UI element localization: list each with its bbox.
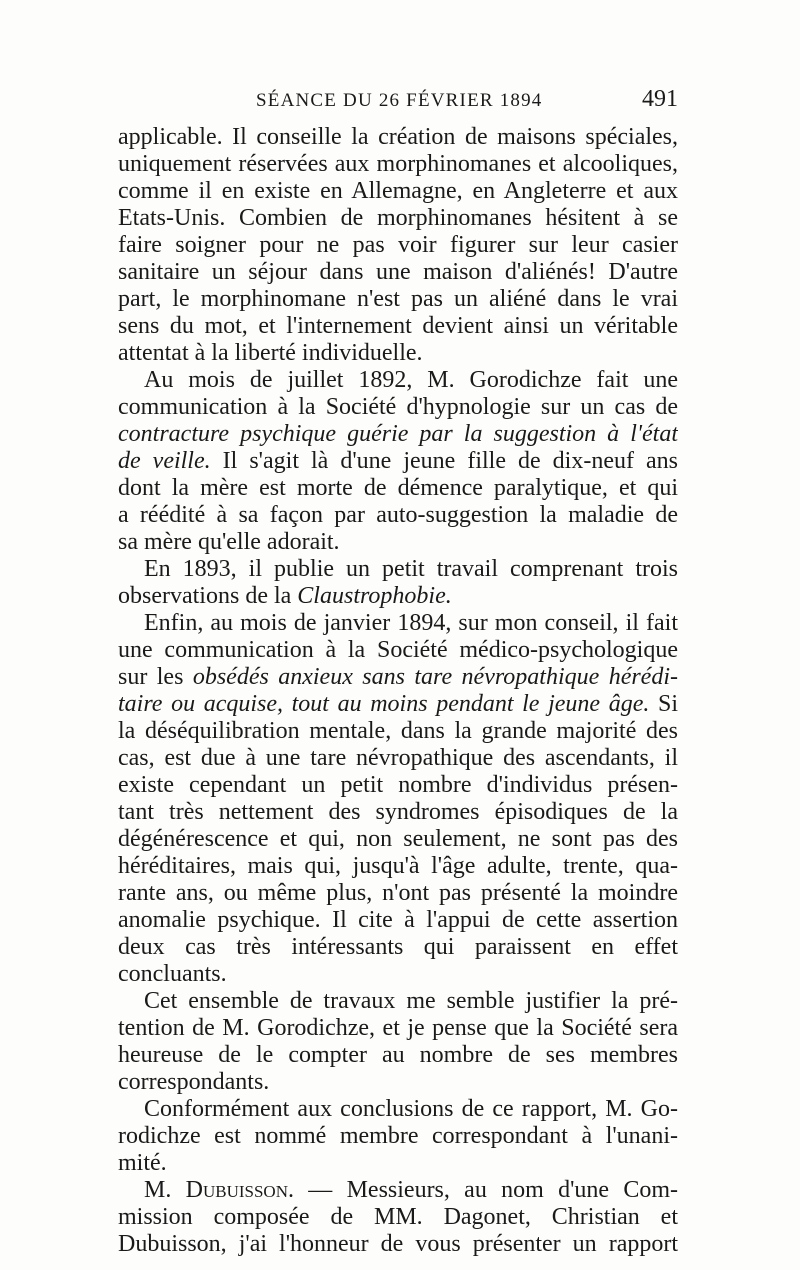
text-line: faire soigner pour ne pas voir figurer sur leur casier xyxy=(118,232,678,258)
italic-phrase: Claustrophobie. xyxy=(297,583,452,609)
text-line: sa mère qu'elle adorait. xyxy=(118,529,340,555)
text-line: Conformément aux conclusions de ce rapport, M. Go- xyxy=(144,1096,678,1122)
text-line: Au mois de juillet 1892, M. Gorodichze fait une xyxy=(144,367,678,393)
page-number: 491 xyxy=(642,86,678,112)
text-line: mité. xyxy=(118,1150,167,1176)
text-line: une communication à la Société médico-psychologique xyxy=(118,637,678,663)
text-line xyxy=(118,583,678,610)
text-segment: observations de la xyxy=(118,583,298,609)
italic-phrase: contracture psychique guérie par la suggestion à l'état xyxy=(118,421,678,447)
text-line xyxy=(118,1177,678,1204)
text-line: mission composée de MM. Dagonet, Christian et xyxy=(118,1204,678,1230)
text-line: comme il en existe en Allemagne, en Angleterre et aux xyxy=(118,178,678,204)
text-line: uniquement réservées aux morphinomanes et alcooliques, xyxy=(118,151,678,177)
text-body xyxy=(118,124,678,1258)
text-line: tention de M. Gorodichze, et je pense que la Société sera xyxy=(118,1015,678,1041)
text-segment: Si xyxy=(649,691,678,717)
text-line: la déséquilibration mentale, dans la grande majorité des xyxy=(118,718,678,744)
italic-phrase: de veille. xyxy=(118,448,211,474)
text-segment: sur les xyxy=(118,664,193,690)
speaker-name: Dubuisson xyxy=(185,1177,288,1203)
text-line: anomalie psychique. Il cite à l'appui de cette assertion xyxy=(118,907,678,933)
text-line: dégénérescence et qui, non seulement, ne sont pas des xyxy=(118,826,678,852)
text-line: Cet ensemble de travaux me semble justifier la pré- xyxy=(144,988,678,1014)
text-line: a réédité à sa façon par auto-suggestion la maladie de xyxy=(118,502,678,528)
text-line: concluants. xyxy=(118,961,227,987)
text-segment: . — Messieurs, au nom d'une Com- xyxy=(288,1177,678,1203)
italic-phrase: obsédés anxieux sans tare névropathique hérédi- xyxy=(192,664,678,690)
text-line: Etats-Unis. Combien de morphinomanes hésitent à se xyxy=(118,205,678,231)
text-line: part, le morphinomane n'est pas un aliéné dans le vrai xyxy=(118,286,678,312)
text-line xyxy=(118,664,678,691)
text-line: rodichze est nommé membre correspondant à l'unani- xyxy=(118,1123,678,1149)
running-title: SÉANCE DU 26 FÉVRIER 1894 xyxy=(256,90,543,111)
text-line: En 1893, il publie un petit travail comprenant trois xyxy=(144,556,678,582)
text-line: tant très nettement des syndromes épisodiques de la xyxy=(118,799,678,825)
italic-phrase: taire ou acquise, tout au moins pendant le jeune âge. xyxy=(118,691,650,717)
text-segment: Il s'agit là d'une jeune fille de dix-neuf ans xyxy=(210,448,678,474)
text-line: héréditaires, mais qui, jusqu'à l'âge adulte, trente, qua- xyxy=(118,853,678,879)
text-line: cas, est due à une tare névropathique des ascendants, il xyxy=(118,745,678,771)
text-line: attentat à la liberté individuelle. xyxy=(118,340,423,366)
text-line xyxy=(118,448,678,475)
text-line xyxy=(118,691,678,718)
text-line: dont la mère est morte de démence paralytique, et qui xyxy=(118,475,678,501)
text-segment: M. xyxy=(144,1177,186,1203)
text-line: correspondants. xyxy=(118,1069,270,1095)
text-line: sanitaire un séjour dans une maison d'aliénés! D'autre xyxy=(118,259,678,285)
text-line xyxy=(118,421,678,448)
text-line: deux cas très intéressants qui paraissent en effet xyxy=(118,934,678,960)
text-line: Dubuisson, j'ai l'honneur de vous présenter un rapport xyxy=(118,1231,678,1257)
text-line: rante ans, ou même plus, n'ont pas présenté la moindre xyxy=(118,880,678,906)
page-header xyxy=(118,84,678,120)
text-line: communication à la Société d'hypnologie sur un cas de xyxy=(118,394,678,420)
text-line: heureuse de le compter au nombre de ses membres xyxy=(118,1042,678,1068)
text-line: Enfin, au mois de janvier 1894, sur mon conseil, il fait xyxy=(144,610,678,636)
text-line: existe cependant un petit nombre d'individus présen- xyxy=(118,772,678,798)
text-line: applicable. Il conseille la création de maisons spéciales, xyxy=(118,124,678,150)
text-line: sens du mot, et l'internement devient ainsi un véritable xyxy=(118,313,678,339)
